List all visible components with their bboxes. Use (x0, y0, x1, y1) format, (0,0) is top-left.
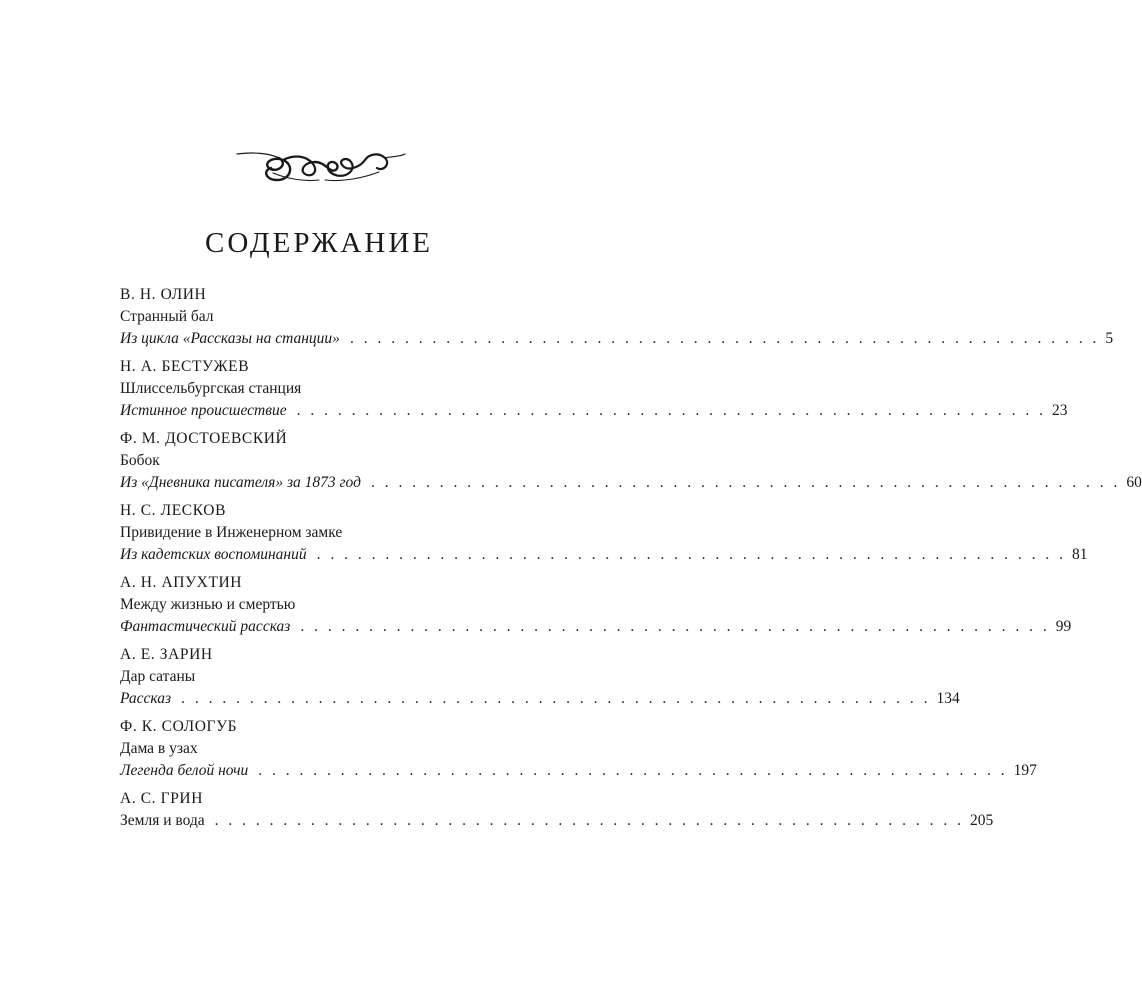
page-number: 60 (1126, 474, 1142, 491)
leader-dots: . . . . . . . . . . . . . . . . . . . . . . . . . . . . . . . . . . . . . . . . . . . . . . . . . . . . . . . (370, 474, 1121, 491)
work-subtitle: Из кадетских воспоминаний (120, 546, 307, 563)
work-title: Земля и вода (120, 812, 205, 829)
work-title: Бобок (120, 452, 160, 469)
toc-entry (120, 428, 1142, 500)
work-subtitle: Легенда белой ночи (120, 762, 249, 779)
author-name: Н. С. ЛЕСКОВ (120, 502, 227, 519)
author-name: Ф. К. СОЛОГУБ (120, 718, 238, 735)
leader-dots: . . . . . . . . . . . . . . . . . . . . . . . . . . . . . . . . . . . . . . . . . . . . . . . . . . . . . . . (296, 402, 1046, 419)
work-title: Привидение в Инженерном замке (120, 524, 343, 541)
page-number: 81 (1071, 546, 1088, 563)
work-subtitle: Из «Дневника писателя» за 1873 год (120, 474, 361, 491)
page-number: 5 (1105, 330, 1114, 347)
page-number: 205 (970, 812, 994, 829)
toc-leader-line (120, 760, 1037, 782)
author-name: А. С. ГРИН (120, 790, 204, 807)
toc-entry (120, 644, 960, 716)
toc-leader-line (120, 400, 1068, 422)
toc-entry (120, 572, 1072, 644)
toc-entry (120, 716, 1037, 788)
leader-dots: . . . . . . . . . . . . . . . . . . . . . . . . . . . . . . . . . . . . . . . . . . . . . . . . . . . . . . . (316, 546, 1066, 563)
page-number: 99 (1055, 618, 1072, 635)
work-subtitle: Истинное происшествие (120, 402, 287, 419)
toc-leader-line (120, 472, 1142, 494)
toc-leader-line (120, 328, 1114, 350)
toc-entry (120, 788, 994, 860)
toc-entry (120, 356, 1068, 428)
flourish-ornament-icon (233, 140, 407, 190)
leader-dots: . . . . . . . . . . . . . . . . . . . . . . . . . . . . . . . . . . . . . . . . . . . . . . . . . . . . . . . (214, 812, 965, 829)
leader-dots: . . . . . . . . . . . . . . . . . . . . . . . . . . . . . . . . . . . . . . . . . . . . . . . . . . . . . . . (258, 762, 1008, 779)
leader-dots: . . . . . . . . . . . . . . . . . . . . . . . . . . . . . . . . . . . . . . . . . . . . . . . . . . . . . . . (300, 618, 1050, 635)
page-title: СОДЕРЖАНИЕ (205, 227, 433, 259)
leader-dots: . . . . . . . . . . . . . . . . . . . . . . . . . . . . . . . . . . . . . . . . . . . . . . . . . . . . . . . (181, 690, 931, 707)
toc-leader-line (120, 616, 1072, 638)
page-number: 134 (936, 690, 960, 707)
toc-leader-line (120, 810, 994, 832)
author-name: А. Е. ЗАРИН (120, 646, 213, 663)
work-title: Дама в узах (120, 740, 198, 757)
work-subtitle: Фантастический рассказ (120, 618, 291, 635)
page-number: 23 (1051, 402, 1068, 419)
work-subtitle: Из цикла «Рассказы на станции» (120, 330, 340, 347)
work-title: Странный бал (120, 308, 214, 325)
author-name: А. Н. АПУХТИН (120, 574, 243, 591)
page-number: 197 (1013, 762, 1037, 779)
author-name: Н. А. БЕСТУЖЕВ (120, 358, 250, 375)
work-subtitle: Рассказ (120, 690, 172, 707)
toc-leader-line (120, 544, 1088, 566)
author-name: Ф. М. ДОСТОЕВСКИЙ (120, 430, 288, 447)
leader-dots: . . . . . . . . . . . . . . . . . . . . . . . . . . . . . . . . . . . . . . . . . . . . . . . . . . . . . . . (349, 330, 1100, 347)
toc-entry (120, 284, 1114, 356)
work-title: Шлиссельбургская станция (120, 380, 302, 397)
work-title: Дар сатаны (120, 668, 196, 685)
toc-entry (120, 500, 1088, 572)
work-title: Между жизнью и смертью (120, 596, 296, 613)
author-name: В. Н. ОЛИН (120, 286, 207, 303)
table-of-contents (120, 284, 1142, 860)
toc-leader-line (120, 688, 960, 710)
